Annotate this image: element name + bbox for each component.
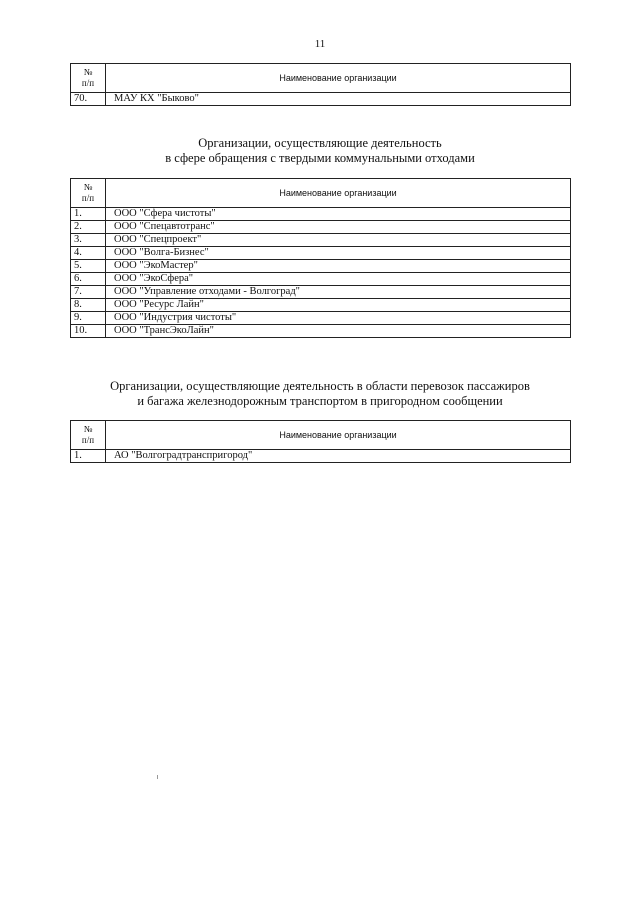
row-number: 7. xyxy=(71,286,106,299)
number-abbrev: п/п xyxy=(81,435,95,445)
number-sign: № xyxy=(83,67,93,77)
column-header-number xyxy=(71,421,106,450)
organization-name: МАУ КХ "Быково" xyxy=(106,93,571,106)
row-number: 3. xyxy=(71,234,106,247)
section-heading-waste xyxy=(0,136,640,166)
table-row xyxy=(71,299,571,312)
table-row xyxy=(71,208,571,221)
section-heading-rail xyxy=(0,379,640,409)
table-row xyxy=(71,247,571,260)
table-row xyxy=(71,93,571,106)
section-heading-line: и багажа железнодорожным транспортом в пригородном сообщении xyxy=(137,394,503,408)
section-heading-line: Организации, осуществляющие деятельность в области перевозок пассажиров xyxy=(110,379,530,393)
section-heading-line: в сфере обращения с твердыми коммунальными отходами xyxy=(165,151,475,165)
organization-name: ООО "Ресурс Лайн" xyxy=(106,299,571,312)
column-header-name: Наименование организации xyxy=(106,64,571,93)
organizations-table-2 xyxy=(70,178,571,338)
table-row xyxy=(71,450,571,463)
column-header-name: Наименование организации xyxy=(106,179,571,208)
table-row xyxy=(71,234,571,247)
organization-name: ООО "Спецавтотранс" xyxy=(106,221,571,234)
column-header-name: Наименование организации xyxy=(106,421,571,450)
number-abbrev: п/п xyxy=(81,193,95,203)
table-row xyxy=(71,273,571,286)
organization-name: ООО "ЭкоМастер" xyxy=(106,260,571,273)
table-row xyxy=(71,221,571,234)
organization-name: ООО "Индустрия чистоты" xyxy=(106,312,571,325)
organization-name: ООО "Спецпроект" xyxy=(106,234,571,247)
organizations-table-3 xyxy=(70,420,571,463)
column-header-number xyxy=(71,179,106,208)
table-header-row xyxy=(71,64,571,93)
row-number: 4. xyxy=(71,247,106,260)
table-row xyxy=(71,325,571,338)
row-number: 8. xyxy=(71,299,106,312)
table-header-row xyxy=(71,421,571,450)
section-heading-line: Организации, осуществляющие деятельность xyxy=(198,136,442,150)
table-header-row xyxy=(71,179,571,208)
organization-name: АО "Волгоградтранспригород" xyxy=(106,450,571,463)
scan-mark xyxy=(157,775,158,779)
organizations-table-1 xyxy=(70,63,571,106)
row-number: 70. xyxy=(71,93,106,106)
row-number: 5. xyxy=(71,260,106,273)
column-header-number xyxy=(71,64,106,93)
number-sign: № xyxy=(83,182,93,192)
row-number: 1. xyxy=(71,208,106,221)
number-abbrev: п/п xyxy=(81,78,95,88)
row-number: 6. xyxy=(71,273,106,286)
organization-name: ООО "Управление отходами - Волгоград" xyxy=(106,286,571,299)
row-number: 1. xyxy=(71,450,106,463)
organization-name: ООО "Сфера чистоты" xyxy=(106,208,571,221)
row-number: 2. xyxy=(71,221,106,234)
organization-name: ООО "ТрансЭкоЛайн" xyxy=(106,325,571,338)
organization-name: ООО "ЭкоСфера" xyxy=(106,273,571,286)
row-number: 9. xyxy=(71,312,106,325)
table-row xyxy=(71,312,571,325)
page-number: 11 xyxy=(314,38,326,50)
row-number: 10. xyxy=(71,325,106,338)
organization-name: ООО "Волга-Бизнес" xyxy=(106,247,571,260)
number-sign: № xyxy=(83,424,93,434)
table-row xyxy=(71,260,571,273)
table-row xyxy=(71,286,571,299)
